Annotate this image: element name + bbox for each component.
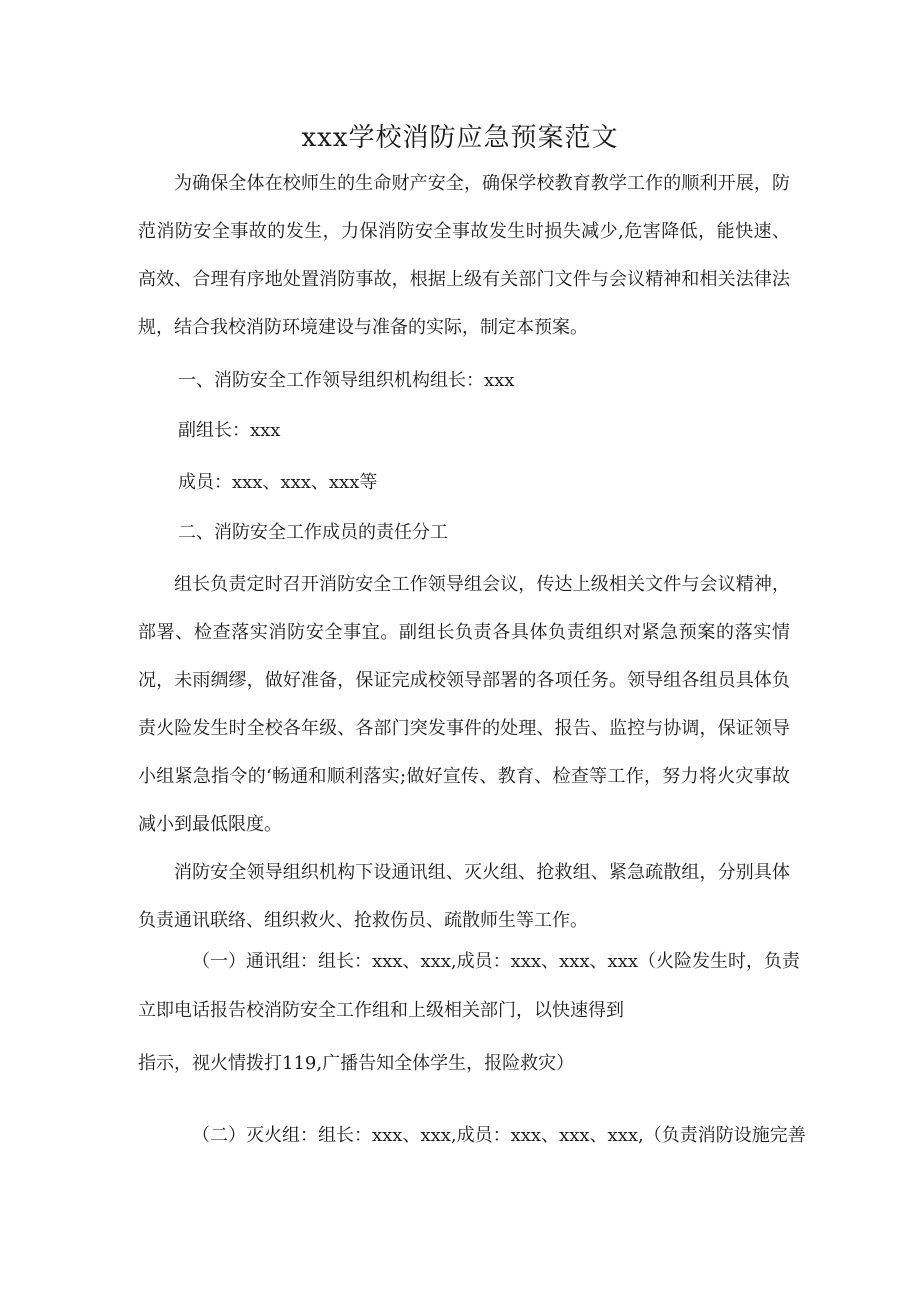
comm-group-line-1: （一）通讯组：组长：xxx、xxx,成员：xxx、xxx、xxx（火险发生时，负责 [192, 951, 800, 972]
deputy-leader-line: 副组长：xxx [178, 420, 281, 441]
section1-heading: 一、消防安全工作领导组织机构组长：xxx [178, 370, 515, 391]
document-title: xxx学校消防应急预案范文 [301, 123, 619, 153]
section2-heading: 二、消防安全工作成员的责任分工 [178, 522, 448, 543]
members-line: 成员：xxx、xxx、xxx等 [178, 472, 378, 493]
groups-paragraph: 消防安全领导组织机构下设通讯组、灭火组、抢救组、紧急疏散组，分别具体负责通讯联络、组织救火、抢救伤员、疏散师生等工作。 [138, 862, 790, 931]
fire-group-line-1: （二）灭火组：组长：xxx、xxx,成员：xxx、xxx、xxx,（负责消防设施完善 [192, 1125, 806, 1146]
comm-group-line-2: 立即电话报告校消防安全工作组和上级相关部门，以快速得到 [138, 1000, 624, 1021]
comm-group-line-3: 指示，视火情拨打119,广播告知全体学生，报险救灾） [138, 1053, 575, 1074]
duties-paragraph: 组长负责定时召开消防安全工作领导组会议，传达上级相关文件与会议精神，部署、检查落实消防安全事宜。副组长负责各具体负责组织对紧急预案的落实情况，未雨绸缪，做好准备，保证完成校领导部署的各项任务。领导组各组员具体负责火险发生时全校各年级、各部门突发事件的处理、报告、监控与协调，保证领导小组紧急指令的‘畅通和顺利落实;做好宣传、教育、检查等工作，努力将火灾事故减小到最低限度。 [138, 574, 790, 835]
intro-paragraph: 为确保全体在校师生的生命财产安全，确保学校教育教学工作的顺利开展，防范消防安全事故的发生，力保消防安全事故发生时损失减少,危害降低，能快速、高效、合理有序地处置消防事故，根据上级有关部门文件与会议精神和相关法律法规，结合我校消防环境建设与准备的实际，制定本预案。 [138, 173, 790, 338]
